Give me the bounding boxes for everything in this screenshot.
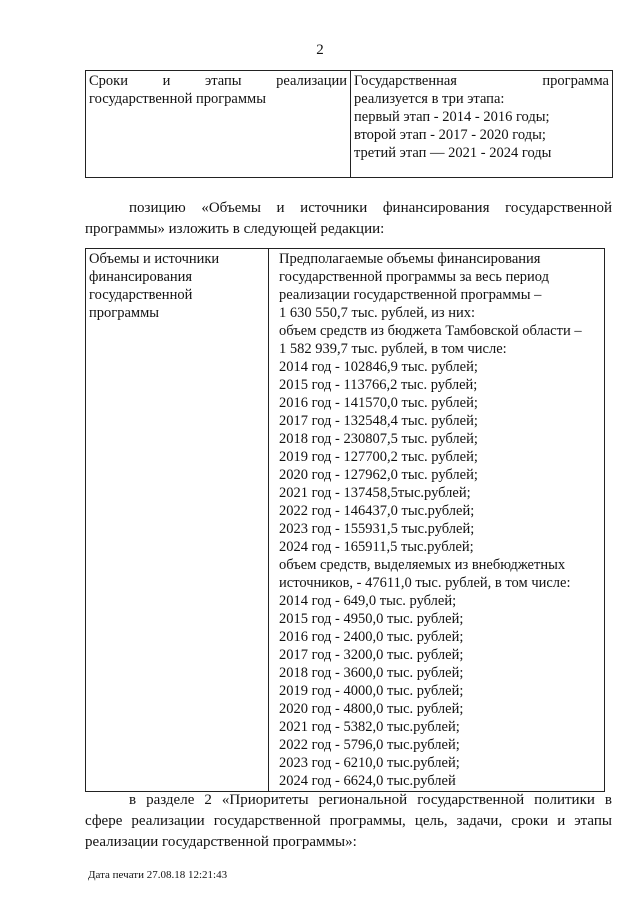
stages-label-line: государственной программы bbox=[89, 91, 266, 107]
funding-line: 2017 год - 3200,0 тыс. рублей; bbox=[279, 647, 464, 663]
funding-line: 2022 год - 146437,0 тыс.рублей; bbox=[279, 503, 475, 519]
funding-line: 2015 год - 113766,2 тыс. рублей; bbox=[279, 377, 478, 393]
funding-line: 2016 год - 141570,0 тыс. рублей; bbox=[279, 395, 478, 411]
funding-line: 2017 год - 132548,4 тыс. рублей; bbox=[279, 413, 478, 429]
funding-line: реализации государственной программы – bbox=[279, 287, 542, 303]
funding-line: 2021 год - 137458,5тыс.рублей; bbox=[279, 485, 471, 501]
page-number: 2 bbox=[316, 42, 324, 58]
funding-line: 2014 год - 649,0 тыс. рублей; bbox=[279, 593, 457, 609]
paragraph-line: реализации государственной программы»: bbox=[85, 834, 357, 850]
funding-line: 2021 год - 5382,0 тыс.рублей; bbox=[279, 719, 460, 735]
funding-line: 2014 год - 102846,9 тыс. рублей; bbox=[279, 359, 478, 375]
stages-label-line: Сроки и этапы реализации bbox=[89, 73, 347, 89]
funding-line: 2020 год - 4800,0 тыс. рублей; bbox=[279, 701, 464, 717]
funding-line: 2015 год - 4950,0 тыс. рублей; bbox=[279, 611, 464, 627]
paragraph-line: программы» изложить в следующей редакции: bbox=[85, 221, 385, 237]
funding-line: 2022 год - 5796,0 тыс.рублей; bbox=[279, 737, 460, 753]
funding-line: 2019 год - 127700,2 тыс. рублей; bbox=[279, 449, 478, 465]
funding-line: 2020 год - 127962,0 тыс. рублей; bbox=[279, 467, 478, 483]
paragraph-line: сфере реализации государственной программы, цель, задачи, сроки и этапы bbox=[85, 813, 612, 829]
position-paragraph bbox=[85, 198, 612, 240]
stages-value-line: реализуется в три этапа: bbox=[354, 91, 505, 107]
funding-line: 2018 год - 3600,0 тыс. рублей; bbox=[279, 665, 464, 681]
stages-value-line: первый этап - 2014 - 2016 годы; bbox=[354, 109, 550, 125]
funding-label-line: Объемы и источники bbox=[89, 251, 220, 267]
funding-line: государственной программы за весь период bbox=[279, 269, 550, 285]
funding-line: 2024 год - 165911,5 тыс.рублей; bbox=[279, 539, 474, 555]
funding-line: объем средств из бюджета Тамбовской области – bbox=[279, 323, 582, 339]
funding-line: 2023 год - 155931,5 тыс.рублей; bbox=[279, 521, 475, 537]
funding-line: 2024 год - 6624,0 тыс.рублей bbox=[279, 773, 456, 789]
paragraph-line: позицию «Объемы и источники финансирования государственной bbox=[129, 200, 612, 216]
stages-value-line: Государственная программа bbox=[354, 73, 609, 89]
stages-label-cell bbox=[86, 71, 351, 178]
funding-line: Предполагаемые объемы финансирования bbox=[279, 251, 541, 267]
funding-line: объем средств, выделяемых из внебюджетных bbox=[279, 557, 566, 573]
funding-line: 2016 год - 2400,0 тыс. рублей; bbox=[279, 629, 464, 645]
funding-label-line: государственной bbox=[89, 287, 193, 303]
table-row bbox=[86, 249, 605, 792]
funding-label-line: программы bbox=[89, 305, 159, 321]
funding-label-cell bbox=[86, 249, 269, 792]
funding-line: 2018 год - 230807,5 тыс. рублей; bbox=[279, 431, 478, 447]
print-date-footer: Дата печати 27.08.18 12:21:43 bbox=[88, 869, 228, 881]
table-row bbox=[86, 71, 613, 178]
funding-line: источников, - 47611,0 тыс. рублей, в том числе: bbox=[279, 575, 571, 591]
stages-value-cell bbox=[351, 71, 613, 178]
funding-line: 1 630 550,7 тыс. рублей, из них: bbox=[279, 305, 475, 321]
stages-value-line: второй этап - 2017 - 2020 годы; bbox=[354, 127, 546, 143]
funding-line: 2023 год - 6210,0 тыс.рублей; bbox=[279, 755, 460, 771]
funding-line: 2019 год - 4000,0 тыс. рублей; bbox=[279, 683, 464, 699]
funding-table bbox=[85, 248, 605, 792]
paragraph-line: в разделе 2 «Приоритеты региональной государственной политики в bbox=[129, 792, 612, 808]
funding-value-cell bbox=[269, 249, 605, 792]
funding-line: 1 582 939,7 тыс. рублей, в том числе: bbox=[279, 341, 507, 357]
stages-table bbox=[85, 70, 613, 178]
section-paragraph bbox=[85, 790, 612, 853]
stages-value-line: третий этап — 2021 - 2024 годы bbox=[354, 145, 552, 161]
funding-label-line: финансирования bbox=[89, 269, 193, 285]
